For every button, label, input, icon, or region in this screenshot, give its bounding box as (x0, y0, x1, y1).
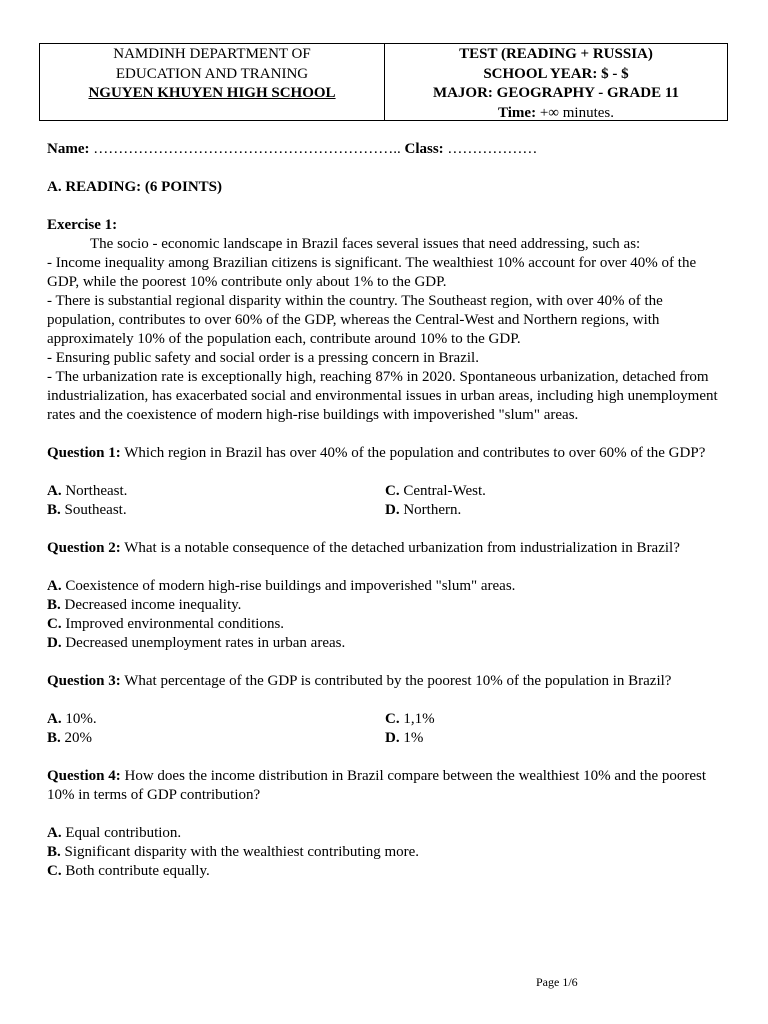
option-text: Southeast. (60, 502, 127, 518)
option (47, 843, 723, 862)
page-number: Page 1/6 (536, 975, 578, 989)
option-text: Equal contribution. (61, 825, 182, 841)
exercise-bullet: - Income inequality among Brazilian citizens is significant. The wealthiest 10% account for over 40% of the GDP, while the poorest 10% contribute only about 1% to the GDP. (47, 255, 697, 290)
exercise-intro: The socio - economic landscape in Brazil faces several issues that need addressing, such as: (90, 236, 641, 252)
test-title: TEST (READING + RUSSIA) (459, 46, 653, 62)
option (47, 615, 723, 634)
option-letter: B. (47, 844, 61, 860)
option (47, 729, 385, 748)
option-text: 10%. (61, 711, 97, 727)
question-label: Question 1: (47, 445, 121, 461)
document-body (47, 140, 723, 881)
option-letter: D. (385, 502, 400, 518)
exercise-bullet: - The urbanization rate is exceptionally high, reaching 87% in 2020. Spontaneous urbanization, detached from industrialization, has exacerbated social and environmental issues in urban areas, including high unemployment rates and the coexistence of modern high-rise buildings with impoverished "slum" areas. (47, 369, 718, 423)
question-1-options-row (47, 482, 723, 501)
question-3-options-row (47, 710, 723, 729)
option-letter: B. (47, 502, 61, 518)
option-text: Central-West. (399, 483, 486, 499)
question-4 (47, 767, 723, 805)
option-letter: A. (47, 578, 62, 594)
department-line-2: EDUCATION AND TRANING (115, 65, 309, 82)
question-label: Question 3: (47, 673, 121, 689)
option (47, 501, 385, 520)
option-letter: D. (385, 730, 400, 746)
option-letter: A. (47, 483, 62, 499)
option (47, 824, 723, 843)
option (385, 729, 723, 748)
option (47, 634, 723, 653)
header-table (39, 43, 728, 121)
option (47, 596, 723, 615)
option-letter: A. (47, 711, 62, 727)
name-blank: …………………………………………………….. (89, 141, 405, 157)
option (385, 710, 723, 729)
option-letter: C. (385, 711, 400, 727)
option-letter: C. (47, 863, 62, 879)
option-letter: B. (47, 730, 61, 746)
option-text: Improved environmental conditions. (61, 616, 285, 632)
question-2 (47, 539, 723, 558)
time-line (385, 104, 727, 124)
option (47, 482, 385, 501)
question-3 (47, 672, 723, 691)
class-label: Class: (404, 141, 444, 157)
option-letter: D. (47, 635, 62, 651)
option-text: Decreased income inequality. (60, 597, 242, 613)
option-text: Coexistence of modern high-rise buildings and impoverished "slum" areas. (61, 578, 516, 594)
question-text: What is a notable consequence of the detached urbanization from industrialization in Brazil? (120, 540, 680, 556)
school-name: NGUYEN KHUYEN HIGH SCHOOL (88, 85, 336, 101)
option-text: Both contribute equally. (61, 863, 210, 879)
exercise-title: Exercise 1: (47, 217, 118, 233)
major-grade: MAJOR: GEOGRAPHY - GRADE 11 (432, 85, 680, 101)
option-text: Northern. (399, 502, 462, 518)
option (47, 577, 723, 596)
option (47, 862, 723, 881)
question-text: What percentage of the GDP is contributed by the poorest 10% of the population in Brazil? (120, 673, 672, 689)
question-label: Question 4: (47, 768, 121, 784)
option-text: 20% (60, 730, 93, 746)
option-letter: C. (47, 616, 62, 632)
option (47, 710, 385, 729)
option-text: Significant disparity with the wealthiest contributing more. (60, 844, 420, 860)
question-text: Which region in Brazil has over 40% of the population and contributes to over 60% of the GDP? (120, 445, 706, 461)
question-3-options-row (47, 729, 723, 748)
section-heading: A. READING: (6 POINTS) (47, 179, 223, 195)
option (385, 482, 723, 501)
time-value: +∞ minutes. (536, 104, 614, 121)
name-class-line (47, 140, 723, 159)
header-left-cell (40, 44, 385, 120)
exercise-bullet: - There is substantial regional disparity within the country. The Southeast region, with over 40% of the population, contributes to over 60% of the GDP, whereas the Central-West and Northern regions, with approximately 10% of the population each, contribute around 10% to the GDP. (47, 293, 663, 347)
time-label: Time: (498, 104, 537, 121)
header-right-cell (385, 44, 727, 120)
exercise-bullet: - Ensuring public safety and social order is a pressing concern in Brazil. (47, 350, 479, 366)
option-text: 1,1% (399, 711, 435, 727)
question-1 (47, 444, 723, 463)
option-text: 1% (399, 730, 424, 746)
question-1-options-row (47, 501, 723, 520)
option-letter: B. (47, 597, 61, 613)
option-letter: C. (385, 483, 400, 499)
class-blank: ……………… (443, 141, 538, 157)
option-text: Decreased unemployment rates in urban areas. (61, 635, 346, 651)
question-text: How does the income distribution in Brazil compare between the wealthiest 10% and the poorest 10% in terms of GDP contribution? (47, 768, 707, 803)
name-label: Name: (47, 141, 90, 157)
option-text: Northeast. (61, 483, 128, 499)
school-year: SCHOOL YEAR: $ - $ (483, 65, 629, 82)
option-letter: A. (47, 825, 62, 841)
option (385, 501, 723, 520)
question-label: Question 2: (47, 540, 121, 556)
department-line-1: NAMDINH DEPARTMENT OF (113, 46, 311, 62)
